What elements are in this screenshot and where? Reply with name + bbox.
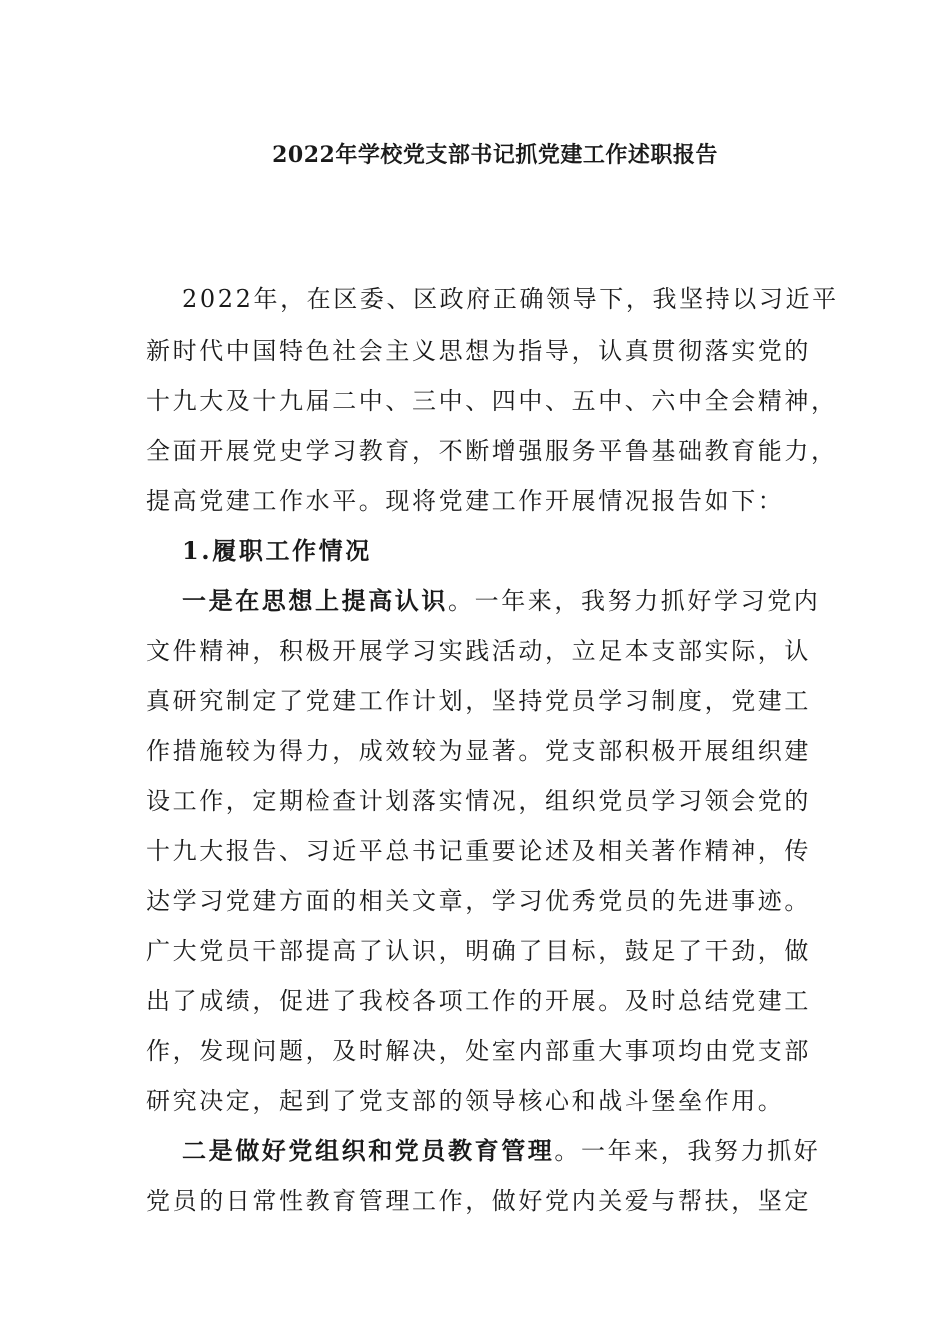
intro-line: 新时代中国特色社会主义思想为指导，认真贯彻落实党的 [146, 337, 811, 365]
point1-line: 广大党员干部提高了认识，明确了目标，鼓足了干劲，做 [146, 937, 811, 965]
point1-line: 出了成绩，促进了我校各项工作的开展。及时总结党建工 [146, 987, 811, 1015]
point2-first-rest: 。一年来，我努力抓好 [554, 1137, 821, 1165]
point1-line: 作措施较为得力，成效较为显著。党支部积极开展组织建 [146, 737, 811, 765]
point2-line: 党员的日常性教育管理工作，做好党内关爱与帮扶，坚定 [146, 1187, 811, 1215]
point1-line: 十九大报告、习近平总书记重要论述及相关著作精神，传 [146, 837, 811, 865]
point1-first-rest: 。一年来，我努力抓好学习党内 [448, 587, 821, 615]
document-title: 2022年学校党支部书记抓党建工作述职报告 [272, 142, 718, 168]
point1-line: 文件精神，积极开展学习实践活动，立足本支部实际，认 [146, 637, 811, 665]
point1-first-line [182, 584, 842, 618]
point1-line: 达学习党建方面的相关文章，学习优秀党员的先进事迹。 [146, 887, 811, 915]
point1-line: 真研究制定了党建工作计划，坚持党员学习制度，党建工 [146, 687, 811, 715]
intro-line: 十九大及十九届二中、三中、四中、五中、六中全会精神， [146, 387, 838, 415]
point1-line: 设工作，定期检查计划落实情况，组织党员学习领会党的 [146, 787, 811, 815]
point1-line: 研究决定，起到了党支部的领导核心和战斗堡垒作用。 [146, 1087, 785, 1115]
intro-line: 2022年，在区委、区政府正确领导下，我坚持以习近平 [182, 285, 839, 313]
intro-line: 提高党建工作水平。现将党建工作开展情况报告如下： [146, 487, 785, 515]
point2-first-line [182, 1134, 842, 1168]
point2-lead: 二是做好党组织和党员教育管理 [182, 1136, 555, 1165]
point1-line: 作，发现问题，及时解决，处室内部重大事项均由党支部 [146, 1037, 811, 1065]
intro-line: 全面开展党史学习教育，不断增强服务平鲁基础教育能力， [146, 437, 838, 465]
section-heading: 1.履职工作情况 [182, 536, 372, 565]
point1-lead: 一是在思想上提高认识 [182, 586, 448, 615]
